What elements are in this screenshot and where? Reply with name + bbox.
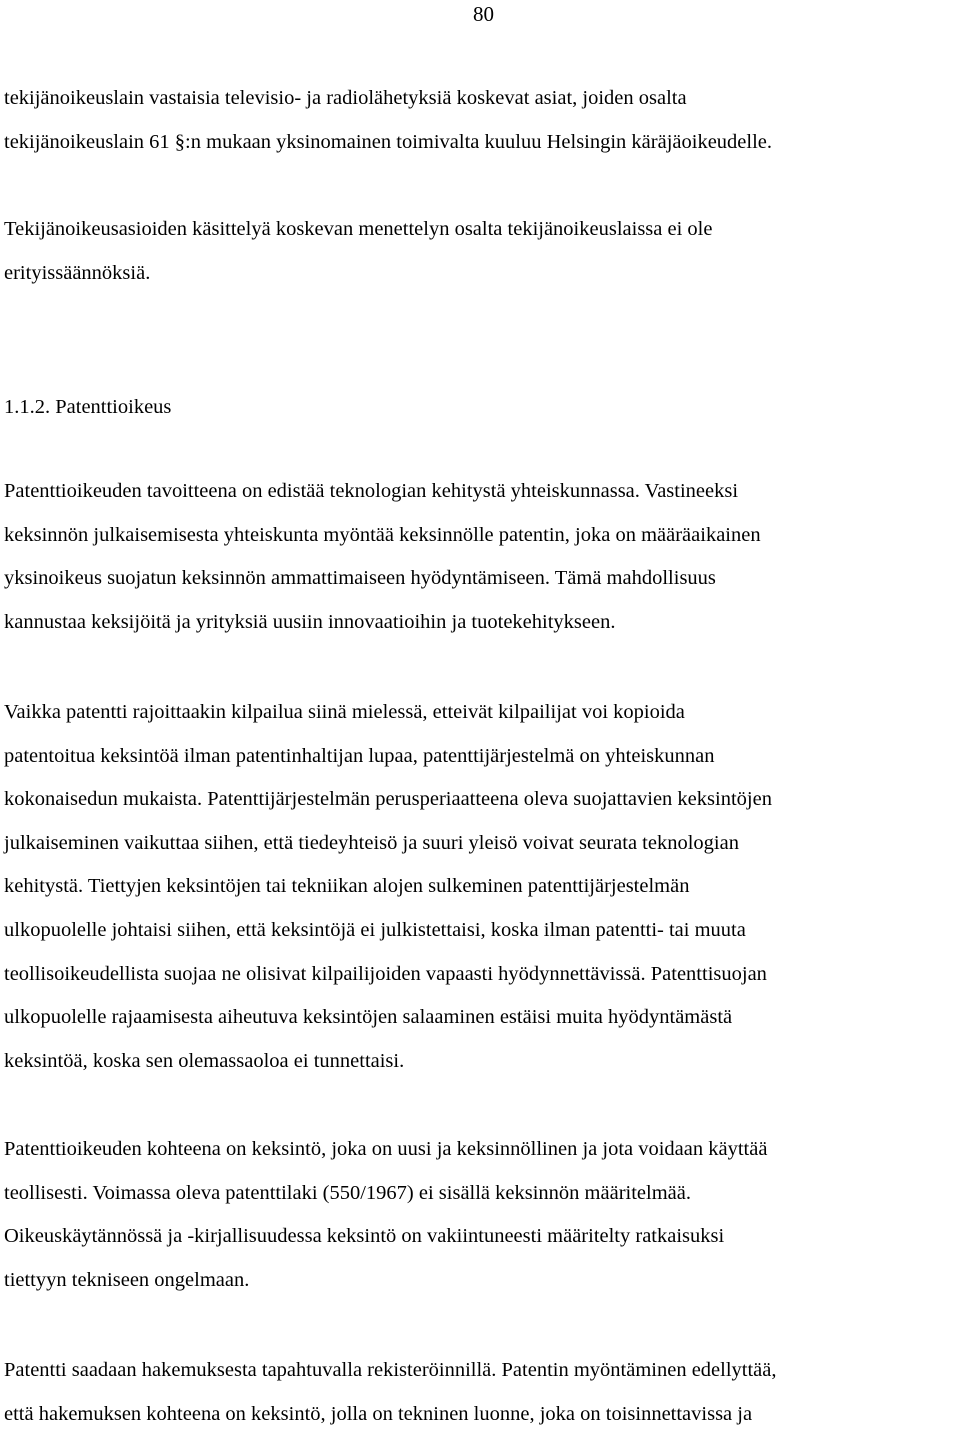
text-line: Oikeuskäytännössä ja -kirjallisuudessa keksintö on vakiintuneesti määritelty ratkaisuksi: [4, 1225, 725, 1248]
text-line: Patentti saadaan hakemuksesta tapahtuvalla rekisteröinnillä. Patentin myöntäminen edellyttää,: [4, 1359, 777, 1381]
text-line: että hakemuksen kohteena on keksintö, jolla on tekninen luonne, joka on toisinnettavissa ja: [4, 1402, 753, 1425]
paragraph-tekijanoikeus-procedure: [4, 208, 952, 295]
text-line: teollisoikeudellista suojaa ne olisivat kilpailijoiden vapaasti hyödynnettävissä. Patenttisuojan: [4, 962, 767, 985]
paragraph-patent-registration: [4, 1349, 952, 1436]
text-line: kannustaa keksijöitä ja yrityksiä uusiin innovaatioihin ja tuotekehitykseen.: [4, 610, 616, 633]
paragraph-patent-competition: [4, 691, 952, 1083]
paragraph-patent-purpose: [4, 470, 952, 644]
text-line: tekijänoikeuslain 61 §:n mukaan yksinomainen toimivalta kuuluu Helsingin käräjäoikeudelle.: [4, 130, 773, 153]
section-heading: 1.1.2. Patenttioikeus: [4, 396, 172, 418]
text-line: Vaikka patentti rajoittaakin kilpailua siinä mielessä, etteivät kilpailijat voi kopioida: [4, 701, 685, 723]
text-line: Patenttioikeuden kohteena on keksintö, joka on uusi ja keksinnöllinen ja jota voidaan käyttää: [4, 1138, 768, 1160]
page-number: 80: [473, 2, 494, 26]
text-line: ulkopuolelle rajaamisesta aiheutuva keksintöjen salaaminen estäisi muita hyödyntämästä: [4, 1006, 733, 1029]
text-line: keksintöä, koska sen olemassaoloa ei tunnettaisi.: [4, 1049, 405, 1072]
text-line: keksinnön julkaisemisesta yhteiskunta myöntää keksinnölle patentin, joka on määräaikainen: [4, 523, 761, 546]
text-line: Tekijänoikeusasioiden käsittelyä koskevan menettelyn osalta tekijänoikeuslaissa ei ole: [4, 218, 713, 240]
text-line: kehitystä. Tiettyjen keksintöjen tai tekniikan alojen sulkeminen patenttijärjestelmän: [4, 875, 690, 898]
text-line: patentoitua keksintöä ilman patentinhaltijan lupaa, patenttijärjestelmä on yhteiskunnan: [4, 744, 715, 767]
text-line: kokonaisedun mukaista. Patenttijärjestelmän perusperiaatteena oleva suojattavien keksintöjen: [4, 788, 772, 811]
paragraph-tekijanoikeus-jurisdiction: [4, 77, 952, 164]
text-line: tekijänoikeuslain vastaisia televisio- ja radiolähetyksiä koskevat asiat, joiden osalta: [4, 87, 687, 109]
text-line: ulkopuolelle johtaisi siihen, että keksintöjä ei julkistettaisi, koska ilman patentti- tai muuta: [4, 918, 746, 941]
text-line: tiettyyn tekniseen ongelmaan.: [4, 1268, 250, 1291]
text-line: erityissäännöksiä.: [4, 261, 151, 284]
text-line: Patenttioikeuden tavoitteena on edistää teknologian kehitystä yhteiskunnassa. Vastineeksi: [4, 480, 739, 502]
text-line: yksinoikeus suojatun keksinnön ammattimaiseen hyödyntämiseen. Tämä mahdollisuus: [4, 567, 716, 590]
text-line: julkaiseminen vaikuttaa siihen, että tiedeyhteisö ja suuri yleisö voivat seurata teknologian: [4, 831, 739, 854]
text-line: teollisesti. Voimassa oleva patenttilaki (550/1967) ei sisällä keksinnön määritelmää.: [4, 1181, 691, 1204]
paragraph-patent-subject: [4, 1128, 952, 1302]
